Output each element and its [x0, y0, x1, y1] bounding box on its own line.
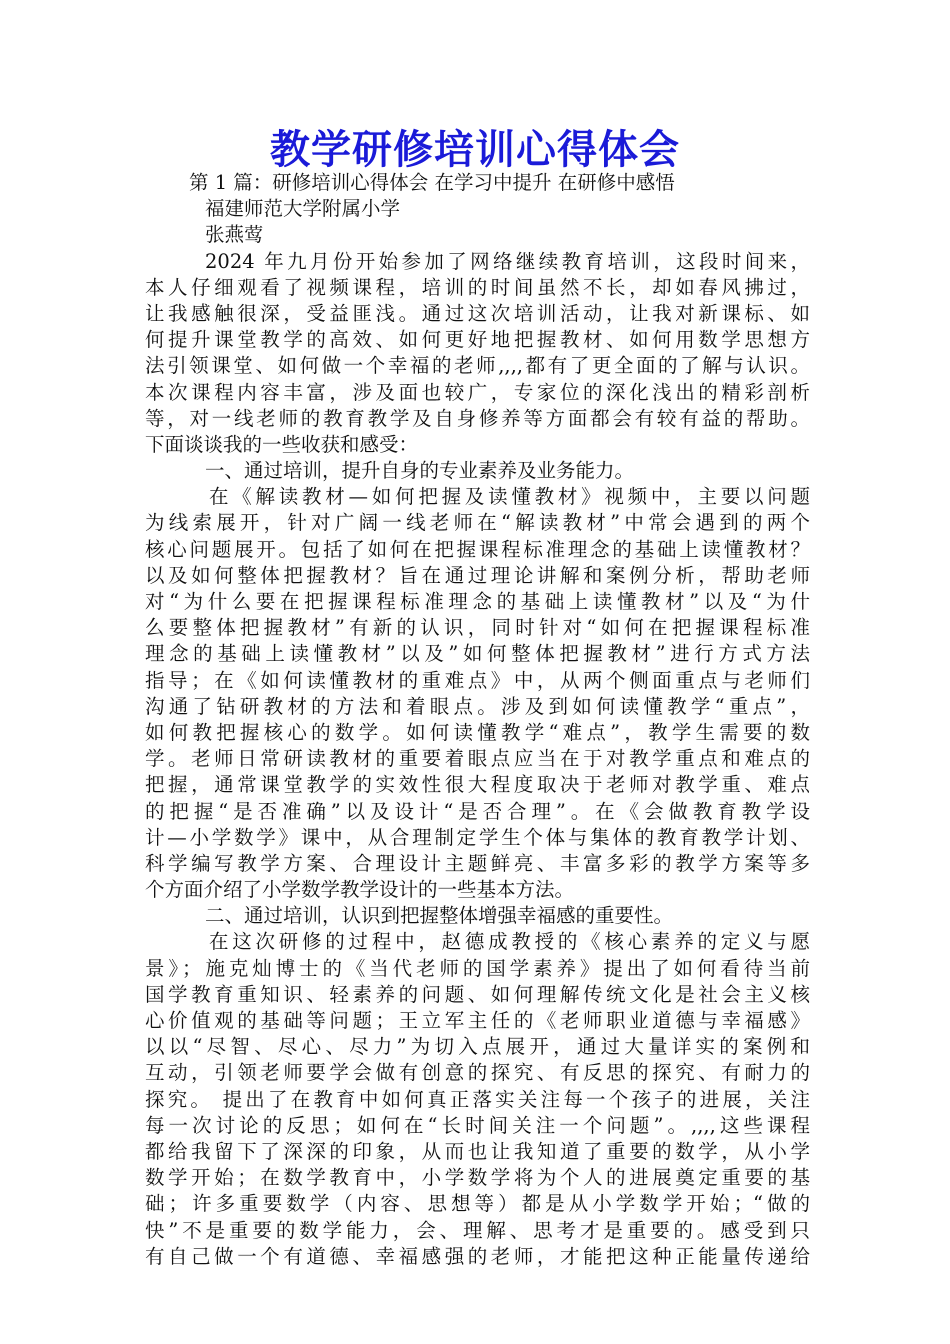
text-line: 把握，通常课堂教学的实效性很大程度取决于老师对教学重、难点 [145, 773, 810, 797]
text-line: 个方面介绍了小学数学教学设计的一些基本方法。 [145, 878, 575, 902]
text-line: 等，对一线老师的教育教学及自身修养等方面都会有较有益的帮助。 [145, 406, 810, 430]
text-line: 核心问题展开。包括了如何在把握课程标准理念的基础上读懂教材？ [145, 537, 810, 561]
section-heading: 二、通过培训，认识到把握整体增强幸福感的重要性。 [205, 904, 674, 928]
text-line: 互动，引领老师要学会做有创意的探究、有反思的探究、有耐力的 [145, 1061, 810, 1085]
text-line: 有自己做一个有道德、幸福感强的老师，才能把这种正能量传递给 [145, 1244, 810, 1268]
text-line: 景》；施克灿博士的《当代老师的国学素养》提出了如何看待当前 [145, 956, 810, 980]
document-title: 教学研修培训心得体会 [270, 126, 680, 173]
school-line: 福建师范大学附属小学 [205, 197, 401, 221]
text-line: 在《解读教材—如何把握及读懂教材》视频中，主要以问题 [209, 485, 810, 509]
text-line: 在这次研修的过程中，赵德成教授的《核心素养的定义与愿 [209, 930, 810, 954]
text-line: 每一次讨论的反思；如何在“长时间关注一个问题”。,,,,这些课程 [145, 1113, 810, 1137]
text-line: 学。老师日常研读教材的重要着眼点应当在于对教学重点和难点的 [145, 747, 810, 771]
text-line: 础；许多重要数学（内容、思想等）都是从小学数学开始；“做的 [145, 1192, 810, 1216]
text-line: 以及如何整体把握教材？旨在通过理论讲解和案例分析，帮助老师 [145, 563, 810, 587]
text-line: 为线索展开，针对广阔一线老师在“解读教材”中常会遇到的两个 [145, 511, 810, 535]
text-line: 以以“尽智、尽心、尽力”为切入点展开，通过大量详实的案例和 [145, 1035, 810, 1059]
text-line: 2024 年九月份开始参加了网络继续教育培训，这段时间来， [205, 249, 810, 273]
text-line: 如何教把握核心的数学。如何读懂教学“难点”，教学生需要的数 [145, 720, 810, 744]
text-line: 理念的基础上读懂教材”以及”如何整体把握教材”进行方式方法 [145, 642, 810, 666]
subtitle-line: 第 1 篇：研修培训心得体会 在学习中提升 在研修中感悟 [189, 171, 675, 194]
text-line: 国学教育重知识、轻素养的问题、如何理解传统文化是社会主义核 [145, 982, 810, 1006]
text-line: 科学编写教学方案、合理设计主题鲜亮、丰富多彩的教学方案等多 [145, 851, 810, 875]
author-line: 张燕莺 [205, 223, 264, 247]
text-line: 法引领课堂、如何做一个幸福的老师,,,,都有了更全面的了解与认识。 [145, 354, 810, 378]
text-line: 让我感触很深，受益匪浅。通过这次培训活动，让我对新课标、如 [145, 301, 810, 325]
text-line: 都给我留下了深深的印象，从而也让我知道了重要的数学，从小学 [145, 1139, 810, 1163]
text-line: 快”不是重要的数学能力，会、理解、思考才是重要的。感受到只 [145, 1218, 810, 1242]
text-line: 本次课程内容丰富，涉及面也较广，专家位的深化浅出的精彩剖析 [145, 380, 810, 404]
text-line: 数学开始；在数学教育中，小学数学将为个人的进展奠定重要的基 [145, 1166, 810, 1190]
text-line: 探究。 提出了在教育中如何真正落实关注每一个孩子的进展，关注 [145, 1087, 810, 1111]
text-line: 的把握“是否准确”以及设计“是否合理”。在《会做教育教学设 [145, 799, 810, 823]
text-line: 本人仔细观看了视频课程，培训的时间虽然不长，却如春风拂过， [145, 275, 810, 299]
text-line: 心价值观的基础等问题；王立军主任的《老师职业道德与幸福感》 [145, 1009, 810, 1032]
text-line: 沟通了钻研教材的方法和着眼点。涉及到如何读懂教学“重点”， [145, 694, 810, 718]
text-line: 对“为什么要在把握课程标准理念的基础上读懂教材”以及“为什 [145, 590, 810, 613]
document-body [145, 170, 810, 1270]
text-line: 何提升课堂教学的高效、如何更好地把握教材、如何用数学思想方 [145, 328, 810, 352]
text-line: 计—小学数学》课中，从合理制定学生个体与集体的教育教学计划、 [145, 825, 810, 849]
section-heading: 一、通过培训，提升自身的专业素养及业务能力。 [205, 459, 635, 483]
text-line: 下面谈谈我的一些收获和感受： [145, 432, 419, 456]
text-line: 指导；在《如何读懂教材的重难点》中，从两个侧面重点与老师们 [145, 668, 810, 692]
text-line: 么要整体把握教材”有新的认识，同时针对“如何在把握课程标准 [145, 616, 810, 640]
